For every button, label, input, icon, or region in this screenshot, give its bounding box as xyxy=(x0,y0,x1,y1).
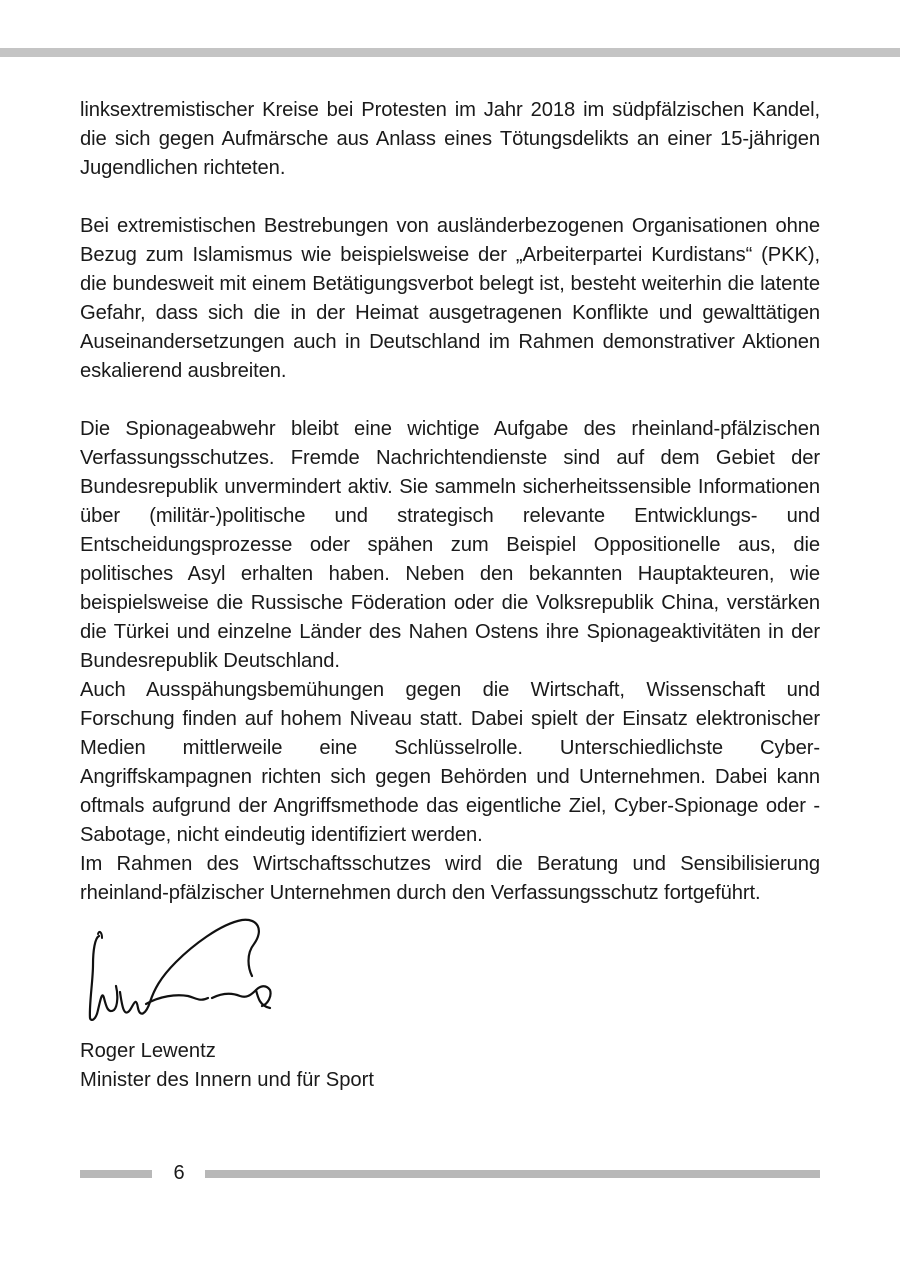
footer-bar-right xyxy=(205,1170,820,1178)
page-number: 6 xyxy=(173,1162,185,1184)
paragraph-1: linksextremistischer Kreise bei Protesten im Jahr 2018 im südpfälzischen Kandel, die sich gegen Aufmärsche aus Anlass eines Tötungsdelikts an einer 15-jährigen Jugendlichen richteten. xyxy=(80,99,820,179)
paragraph-3: Die Spionageabwehr bleibt eine wichtige Aufgabe des rheinland-pfälzischen Verfassungsschutzes. Fremde Nachrichtendienste sind auf dem Gebiet der Bundesrepublik unvermindert aktiv. Sie sammeln sicherheitssensible Informationen über (militär-)politische und strategisch relevante Entwicklungs- und Entscheidungsprozesse oder spähen zum Beispiel Oppositionelle aus, die politisches Asyl erhalten haben. Neben den bekannten Hauptakteuren, wie beispielsweise die Russische Föderation oder die Volksrepublik China, verstärken die Türkei und einzelne Länder des Nahen Ostens ihre Spionageaktivitäten in der Bundesrepublik Deutschland. xyxy=(80,418,820,672)
paragraph-5: Im Rahmen des Wirtschaftsschutzes wird die Beratung und Sensibilisierung rheinland-pfälzischer Unternehmen durch den Verfassungsschutz fortgeführt. xyxy=(80,853,820,904)
signatory-name: Roger Lewentz xyxy=(80,1040,216,1062)
signature-image xyxy=(80,910,280,1028)
signatory-title: Minister des Innern und für Sport xyxy=(80,1069,374,1091)
paragraph-2: Bei extremistischen Bestrebungen von ausländerbezogenen Organisationen ohne Bezug zum Islamismus wie beispielsweise der „Arbeiterpartei Kurdistans“ (PKK), die bundesweit mit einem Betätigungsverbot belegt ist, besteht weiterhin die latente Gefahr, dass sich die in der Heimat ausgetragenen Konflikte und gewalttätigen Auseinandersetzungen auch in Deutschland im Rahmen demonstrativer Aktionen eskalierend ausbreiten. xyxy=(80,215,820,382)
top-divider-bar xyxy=(0,48,900,57)
body-text xyxy=(80,96,820,908)
footer-bar-left xyxy=(80,1170,152,1178)
paragraph-4: Auch Ausspähungsbemühungen gegen die Wirtschaft, Wissenschaft und Forschung finden auf hohem Niveau statt. Dabei spielt der Einsatz elektronischer Medien mittlerweile eine Schlüsselrolle. Unterschiedlichste Cyber-Angriffskampagnen richten sich gegen Behörden und Unternehmen. Dabei kann oftmals aufgrund der Angriffsmethode das eigentliche Ziel, Cyber-Spionage oder -Sabotage, nicht eindeutig identifiziert werden. xyxy=(80,679,820,846)
